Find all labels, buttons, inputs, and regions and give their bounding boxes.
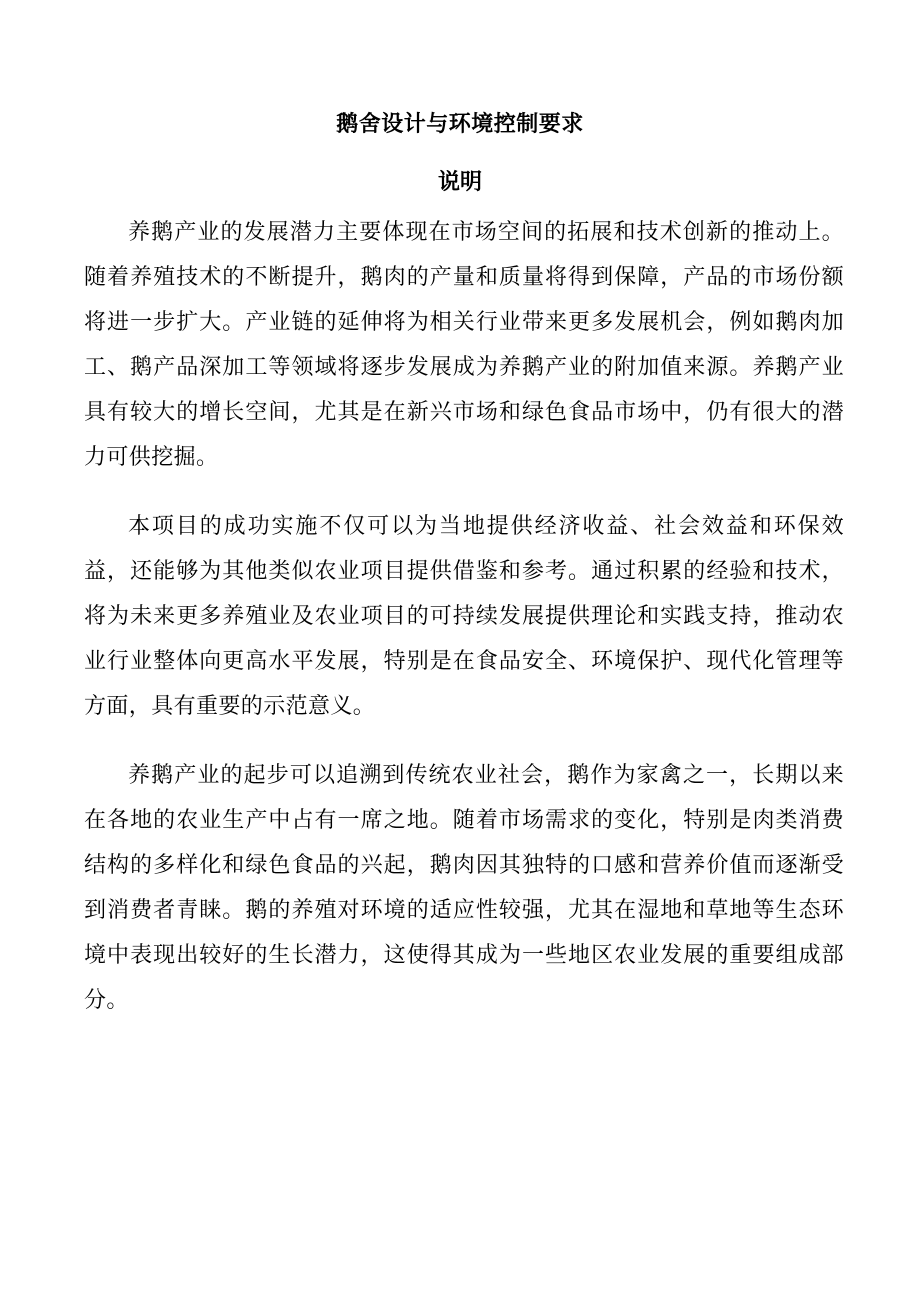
section-heading: 说明 (437, 169, 482, 195)
paragraph-2: 本项目的成功实施不仅可以为当地提供经济收益、社会效益和环保效益，还能够为其他类似农业项目提供借鉴和参考。通过积累的经验和技术，将为未来更多养殖业及农业项目的可持续发展提供理论和实践支持，推动农业行业整体向更高水平发展，特别是在食品安全、环境保护、现代化管理等方面，具有重要的示范意义。 (84, 514, 844, 719)
paragraph-1: 养鹅产业的发展潜力主要体现在市场空间的拓展和技术创新的推动上。随着养殖技术的不断提升，鹅肉的产量和质量将得到保障，产品的市场份额将进一步扩大。产业链的延伸将为相关行业带来更多发展机会，例如鹅肉加工、鹅产品深加工等领域将逐步发展成为养鹅产业的附加值来源。养鹅产业具有较大的增长空间，尤其是在新兴市场和绿色食品市场中，仍有很大的潜力可供挖掘。 (84, 220, 844, 470)
document-title: 鹅舍设计与环境控制要求 (336, 111, 584, 137)
paragraph-3: 养鹅产业的起步可以追溯到传统农业社会，鹅作为家禽之一，长期以来在各地的农业生产中占有一席之地。随着市场需求的变化，特别是肉类消费结构的多样化和绿色食品的兴起，鹅肉因其独特的口感和营养价值而逐渐受到消费者青睐。鹅的养殖对环境的适应性较强，尤其在湿地和草地等生态环境中表现出较好的生长潜力，这使得其成为一些地区农业发展的重要组成部分。 (84, 763, 844, 1013)
document-body (84, 210, 844, 1047)
